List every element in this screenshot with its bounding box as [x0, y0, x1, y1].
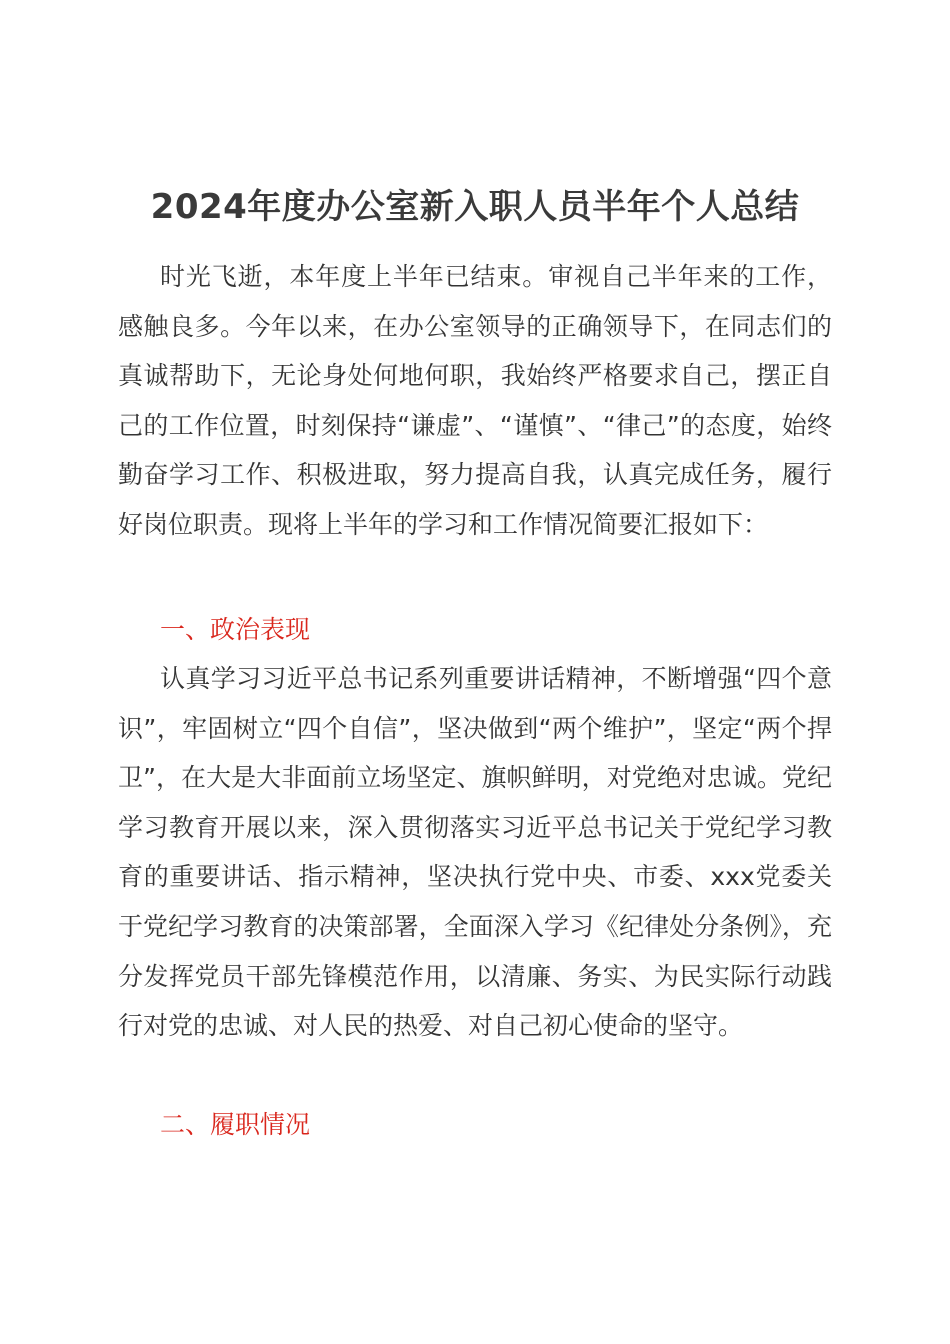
intro-paragraph: 时光飞逝，本年度上半年已结束。审视自己半年来的工作，感触良多。今年以来，在办公室领导的正确领导下，在同志们的真诚帮助下，无论身处何地何职，我始终严格要求自己，摆正自己的工作位置，时刻保持“谦虚”、“谨慎”、“律己”的态度，始终勤奋学习工作、积极进取，努力提高自我，认真完成任务，履行好岗位职责。现将上半年的学习和工作情况简要汇报如下： — [118, 262, 832, 539]
political-paragraph: 认真学习习近平总书记系列重要讲话精神，不断增强“四个意识”，牢固树立“四个自信”，坚决做到“两个维护”，坚定“两个捍卫”，在大是大非面前立场坚定、旗帜鲜明，对党绝对忠诚。党纪学习教育开展以来，深入贯彻落实习近平总书记关于党纪学习教育的重要讲话、指示精神，坚决执行党中央、市委、xxx党委关于党纪学习教育的决策部署，全面深入学习《纪律处分条例》，充分发挥党员干部先锋模范作用，以清廉、务实、为民实际行动践行对党的忠诚、对人民的热爱、对自己初心使命的坚守。 — [118, 664, 832, 1041]
document-title: 2024年度办公室新入职人员半年个人总结 — [150, 187, 800, 227]
section-heading-political: 一、政治表现 — [160, 615, 311, 644]
section-heading-duty: 二、履职情况 — [160, 1110, 311, 1139]
